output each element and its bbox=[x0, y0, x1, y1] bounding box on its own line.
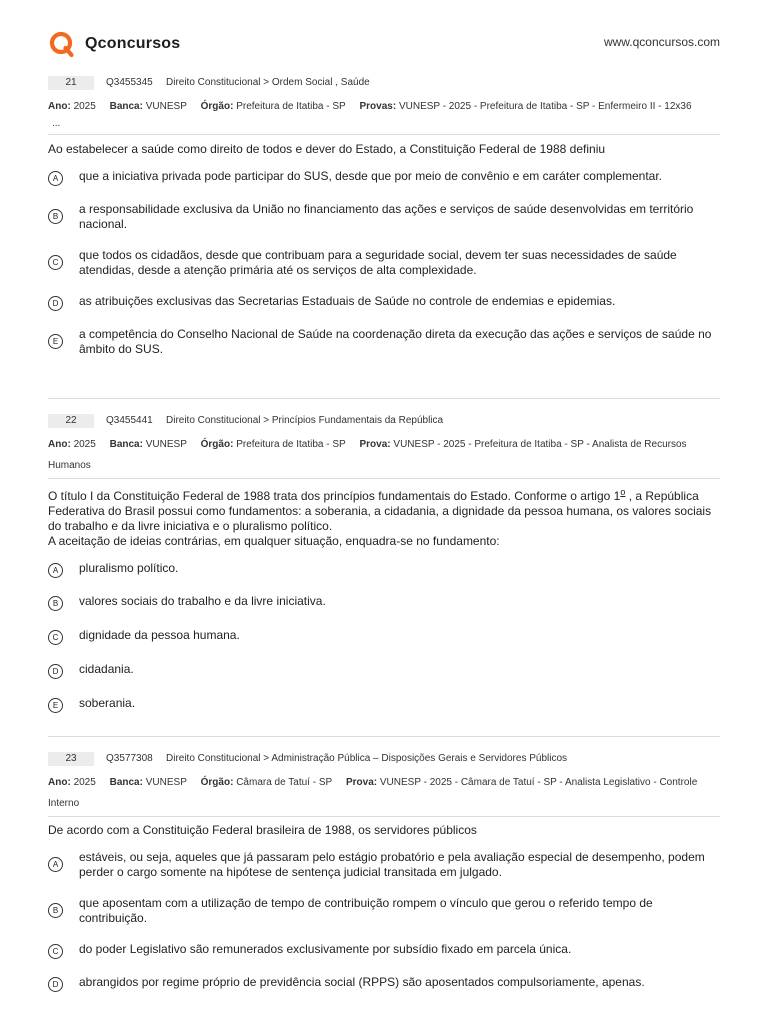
question-stem: De acordo com a Constituição Federal brasileira de 1988, os servidores públicos bbox=[48, 823, 477, 837]
option-c[interactable] bbox=[48, 248, 720, 278]
option-text: cidadania. bbox=[79, 662, 134, 676]
orgao-label: Órgão: bbox=[200, 439, 234, 450]
provas-value: VUNESP - 2025 - Câmara de Tatuí - SP - Analista Legislativo - Controle Interno bbox=[48, 777, 698, 809]
question-number: 22 bbox=[48, 414, 94, 428]
option-letter[interactable]: E bbox=[48, 334, 63, 349]
question-subject[interactable]: Direito Constitucional > Princípios Fundamentais da República bbox=[166, 415, 444, 426]
provas-label: Prova: bbox=[359, 439, 391, 450]
option-letter[interactable]: D bbox=[48, 977, 63, 992]
option-e[interactable] bbox=[48, 696, 720, 713]
question-id[interactable]: Q3455441 bbox=[106, 415, 153, 426]
options-list bbox=[48, 169, 720, 357]
option-text: do poder Legislativo são remunerados exclusivamente por subsídio fixado em parcela única. bbox=[79, 942, 572, 956]
provas-value: VUNESP - 2025 - Prefeitura de Itatiba - SP - Enfermeiro II - 12x36 bbox=[398, 101, 692, 112]
qconcursos-logo-icon bbox=[48, 30, 76, 58]
option-text: que todos os cidadãos, desde que contribuam para a seguridade social, devem ter suas necessidades de saúde atendidas, desde a atenção primária até os serviços de alta complexidade. bbox=[79, 248, 677, 277]
option-text: pluralismo político. bbox=[79, 561, 179, 575]
ano-value: 2025 bbox=[73, 439, 96, 450]
option-letter[interactable]: B bbox=[48, 209, 63, 224]
stem-superscript: o bbox=[620, 487, 626, 497]
stem-text-cont: , a República Federativa do Brasil possui como fundamentos: a soberania, a cidadania, a dignidade da pessoa humana, os valores sociais do trabalho e da livre iniciativa e o pluralismo político. bbox=[48, 489, 712, 533]
provas-value: VUNESP - 2025 - Prefeitura de Itatiba - SP - Analista de Recursos Humanos bbox=[48, 439, 687, 471]
option-text: estáveis, ou seja, aqueles que já passaram pelo estágio probatório e pela avaliação especial de desempenho, podem perder o cargo somente na hipótese de sentença judicial transitada em julgado. bbox=[79, 850, 705, 879]
question-subject[interactable]: Direito Constitucional > Administração Pública – Disposições Gerais e Servidores Públicos bbox=[166, 753, 568, 764]
option-a[interactable] bbox=[48, 561, 720, 578]
provas-more[interactable]: ... bbox=[52, 118, 61, 129]
question-number: 23 bbox=[48, 752, 94, 766]
divider bbox=[48, 816, 720, 817]
orgao-value: Prefeitura de Itatiba - SP bbox=[236, 439, 346, 450]
banca-value: VUNESP bbox=[145, 777, 187, 788]
question-separator bbox=[48, 398, 720, 399]
orgao-label: Órgão: bbox=[200, 101, 234, 112]
question-id[interactable]: Q3577308 bbox=[106, 753, 153, 764]
option-letter[interactable]: C bbox=[48, 255, 63, 270]
option-text: que aposentam com a utilização de tempo de contribuição rompem o vínculo que gerou o referido tempo de contribuição. bbox=[79, 896, 653, 925]
site-url[interactable]: www.qconcursos.com bbox=[603, 35, 720, 49]
brand-name: Qconcursos bbox=[85, 35, 181, 52]
option-letter[interactable]: E bbox=[48, 698, 63, 713]
option-text: soberania. bbox=[79, 696, 136, 710]
question-meta bbox=[48, 752, 720, 768]
option-text: a responsabilidade exclusiva da União no financiamento das ações e serviços de saúde desenvolvidas em território nacional. bbox=[79, 202, 694, 231]
provas-label: Prova: bbox=[345, 777, 378, 788]
divider bbox=[48, 134, 720, 135]
question-meta bbox=[48, 76, 720, 92]
option-d[interactable] bbox=[48, 975, 720, 992]
options-list bbox=[48, 850, 720, 992]
option-text: dignidade da pessoa humana. bbox=[79, 628, 240, 642]
question-details bbox=[48, 434, 720, 476]
option-letter[interactable]: A bbox=[48, 563, 63, 578]
option-text: a competência do Conselho Nacional de Saúde na coordenação direta da execução das ações e serviços de saúde no âmbito do SUS. bbox=[79, 327, 712, 356]
orgao-label: Órgão: bbox=[200, 777, 234, 788]
option-c[interactable] bbox=[48, 628, 720, 645]
question-id[interactable]: Q3455345 bbox=[106, 77, 153, 88]
option-b[interactable] bbox=[48, 202, 720, 232]
orgao-value: Câmara de Tatuí - SP bbox=[236, 777, 333, 788]
option-b[interactable] bbox=[48, 896, 720, 926]
option-letter[interactable]: D bbox=[48, 664, 63, 679]
option-text: que a iniciativa privada pode participar do SUS, desde que por meio de convênio e em caráter complementar. bbox=[79, 169, 663, 183]
option-letter[interactable]: B bbox=[48, 596, 63, 611]
stem-text: O título I da Constituição Federal de 1988 trata dos princípios fundamentais do Estado. Conforme o artigo 1 bbox=[48, 489, 621, 503]
option-text: abrangidos por regime próprio de previdência social (RPPS) são aposentados compulsoriamente, apenas. bbox=[79, 975, 645, 989]
question-meta bbox=[48, 414, 720, 430]
option-a[interactable] bbox=[48, 169, 720, 186]
option-text: valores sociais do trabalho e da livre iniciativa. bbox=[79, 594, 326, 608]
option-text: as atribuições exclusivas das Secretarias Estaduais de Saúde no controle de endemias e epidemias. bbox=[79, 294, 616, 308]
option-b[interactable] bbox=[48, 594, 720, 611]
page-header bbox=[0, 0, 768, 70]
orgao-value: Prefeitura de Itatiba - SP bbox=[236, 101, 346, 112]
option-d[interactable] bbox=[48, 662, 720, 679]
question-21 bbox=[48, 76, 720, 373]
option-letter[interactable]: A bbox=[48, 857, 63, 872]
question-subject[interactable]: Direito Constitucional > Ordem Social , Saúde bbox=[166, 77, 370, 88]
ano-label: Ano: bbox=[48, 101, 71, 112]
option-a[interactable] bbox=[48, 850, 720, 880]
options-list bbox=[48, 561, 720, 713]
ano-value: 2025 bbox=[73, 777, 96, 788]
question-number: 21 bbox=[48, 76, 94, 90]
option-e[interactable] bbox=[48, 327, 720, 357]
question-stem bbox=[48, 485, 720, 549]
question-22 bbox=[48, 414, 720, 729]
ano-value: 2025 bbox=[73, 101, 96, 112]
divider bbox=[48, 478, 720, 479]
question-separator bbox=[48, 736, 720, 737]
question-details bbox=[48, 96, 720, 130]
banca-label: Banca: bbox=[109, 101, 143, 112]
banca-value: VUNESP bbox=[145, 439, 187, 450]
ano-label: Ano: bbox=[48, 777, 71, 788]
stem-question: A aceitação de ideias contrárias, em qualquer situação, enquadra-se no fundamento: bbox=[48, 534, 500, 548]
option-letter[interactable]: D bbox=[48, 296, 63, 311]
ano-label: Ano: bbox=[48, 439, 71, 450]
option-d[interactable] bbox=[48, 294, 720, 311]
banca-label: Banca: bbox=[109, 439, 143, 450]
option-letter[interactable]: C bbox=[48, 944, 63, 959]
banca-value: VUNESP bbox=[145, 101, 187, 112]
option-letter[interactable]: A bbox=[48, 171, 63, 186]
question-details bbox=[48, 772, 720, 814]
question-23 bbox=[48, 752, 720, 1008]
banca-label: Banca: bbox=[109, 777, 143, 788]
option-letter[interactable]: B bbox=[48, 903, 63, 918]
option-c[interactable] bbox=[48, 942, 720, 959]
question-stem: Ao estabelecer a saúde como direito de todos e dever do Estado, a Constituição Federal de 1988 definiu bbox=[48, 142, 606, 156]
provas-label: Provas: bbox=[359, 101, 397, 112]
brand-logo[interactable] bbox=[48, 30, 180, 58]
option-letter[interactable]: C bbox=[48, 630, 63, 645]
